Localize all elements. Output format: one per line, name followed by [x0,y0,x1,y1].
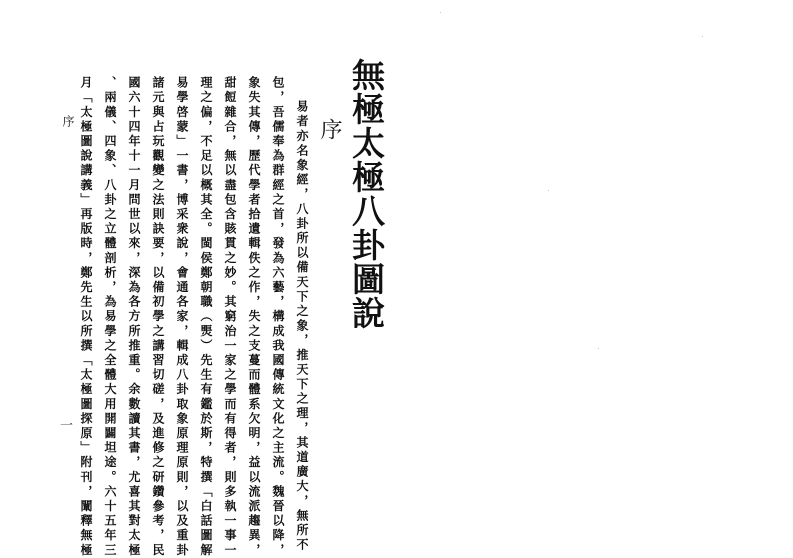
page-number: 一 [57,418,72,431]
text-column: 易學啓蒙」一書，博采衆說，會通各家，輯成八卦取象原理原則，以及重卦 [175,76,189,558]
scan-speck [440,12,441,13]
text-column: 易者亦名象經，八卦所以備天下之象，推天下之理，其道廣大，無所不 [295,100,309,553]
text-column: 國六十四年十一月問世以來，深為各方所推重。余數讀其書，尤喜其對太極 [127,76,141,558]
preface-text [79,76,314,558]
text-column: 諸元與占玩觀變之法則訣要，以備初學之講習切磋，及進修之研鑽參考，民 [151,76,165,558]
text-column: 理之偏，不足以概其全。閩侯鄭朝職（㷡）先生有鑑於斯，特撰「白話圖解 [199,76,213,558]
text-column: 、兩儀、四象、八卦之立體剖析，為易學之全體大用開闢坦途。六十五年三 [103,76,117,558]
text-column: 包，吾儒奉為群經之首，發為六藝，構成我國傳統文化之主流。魏晉以降， [271,76,285,558]
text-column: 月「太極圖說講義」再版時，鄭先生以所撰「太極圖探原」附刊，闡釋無極 [79,76,93,558]
running-head: 序 [61,115,75,129]
section-heading: 序 [317,118,342,150]
text-column: 象失其傳，歷代學者拾遺輯佚之作，失之支蔓而體系欠明，益以流派趨異， [247,76,261,558]
book-title: 無極太極八卦圖說 [347,58,386,330]
scan-speck [598,348,599,349]
scan-speck [548,190,549,191]
text-column: 甜餖雜合，無以盡包含賅貫之妙。其窮治一家之學而有得者，則多執一事一 [223,76,237,558]
scan-speck [702,36,703,37]
